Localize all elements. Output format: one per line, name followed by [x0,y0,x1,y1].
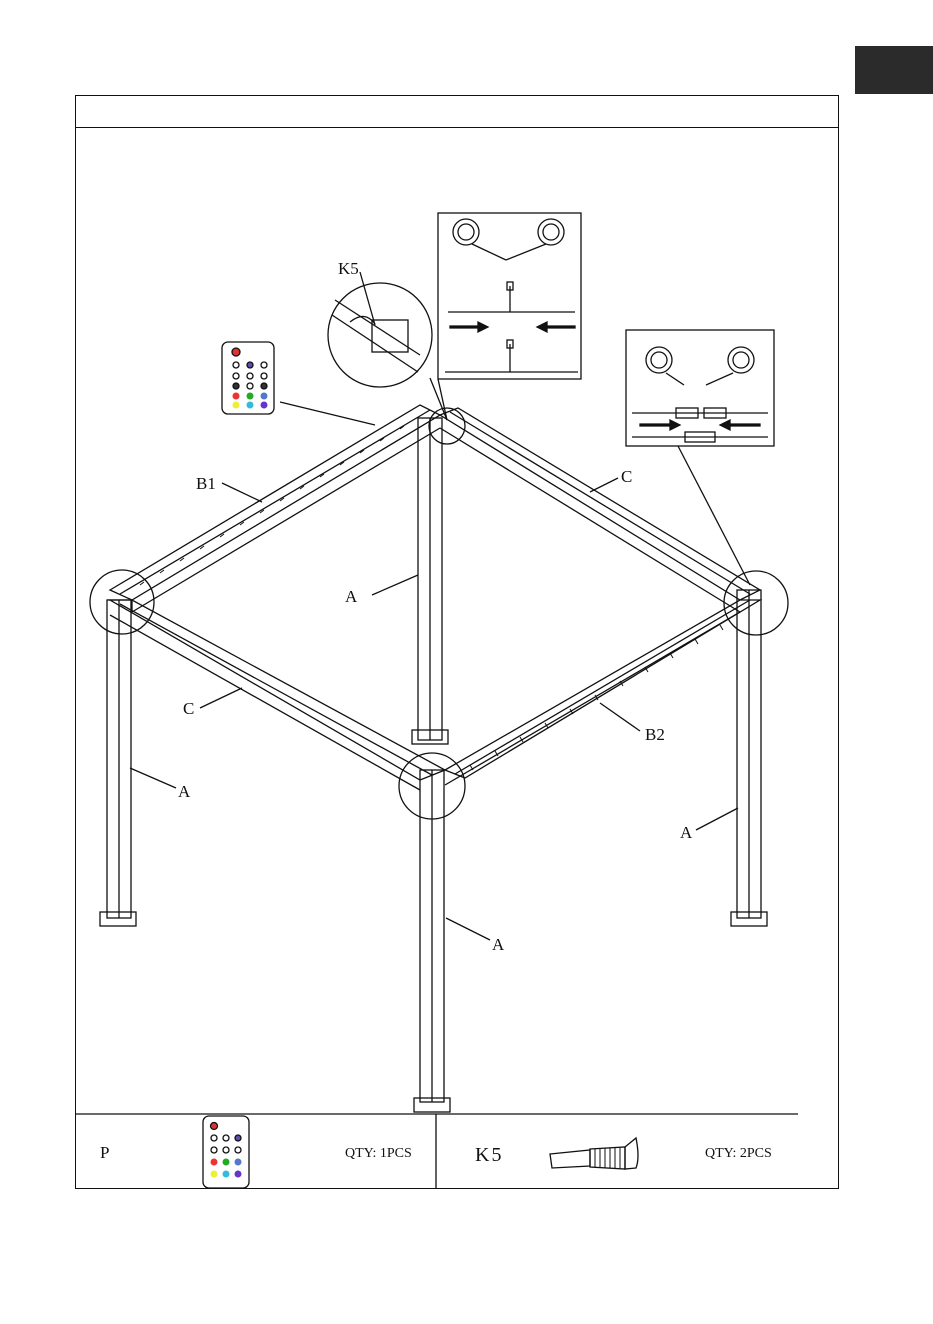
part-p-qty: QTY: 1PCS [345,1146,412,1161]
post-front [414,770,450,1112]
label-b2: B2 [645,725,665,744]
beam-c-front [110,600,445,790]
connector-plug-icon [550,1138,638,1169]
post-right [731,590,767,926]
leader-lines [130,272,738,940]
label-c-top: C [621,467,633,486]
connector-detail-box-top [438,213,581,420]
label-a-left: A [178,782,191,801]
post-back [412,418,448,744]
label-k5-callout: K5 [338,259,359,278]
label-a-front: A [492,935,505,954]
part-k5-code: K5 [475,1144,504,1166]
corner-detail-back [429,408,465,444]
connector-detail-box-right [626,330,774,585]
louver-ridges-b1 [140,426,404,585]
beam-b2 [445,600,760,785]
parts-remote-icon [203,1116,249,1188]
k5-zoom-detail [328,283,447,420]
corner-detail-left [90,570,154,634]
label-c-left: C [183,699,195,718]
post-left [100,600,136,926]
beam-c-back [440,408,760,612]
beam-b1 [110,405,440,612]
remote-control-icon [222,342,375,425]
label-b1: B1 [196,474,216,493]
label-a-center: A [345,587,358,606]
part-p-code: P [100,1143,110,1162]
part-k5-qty: QTY: 2PCS [705,1146,772,1161]
label-a-right: A [680,823,693,842]
